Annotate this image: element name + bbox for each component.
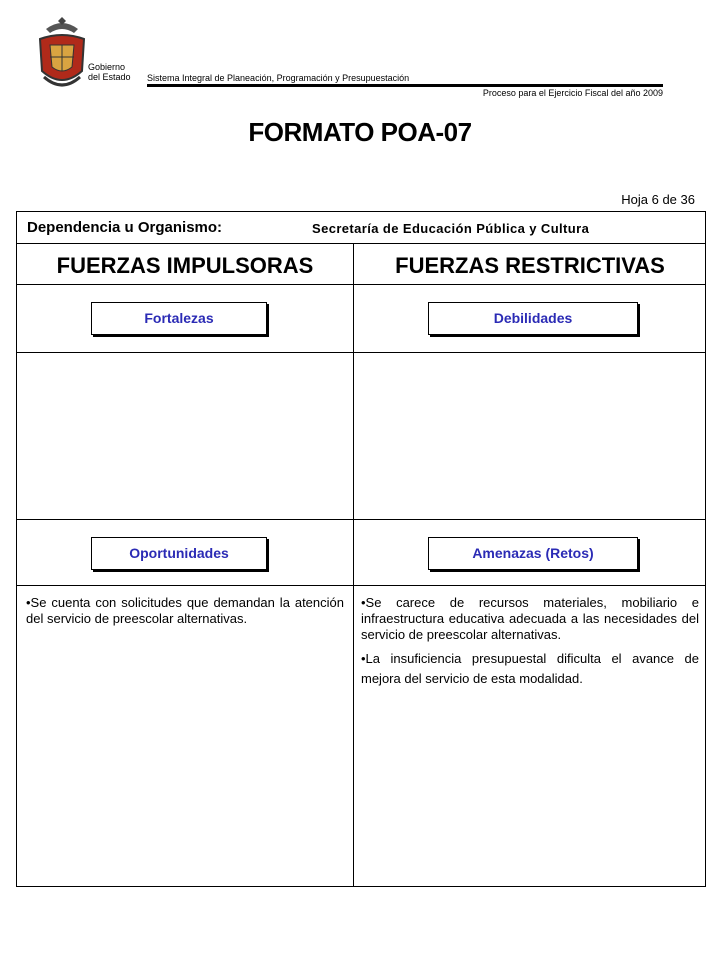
- gobierno-line1: Gobierno: [88, 62, 126, 72]
- list-item: •Se cuenta con solicitudes que demandan la atención del servicio de preescolar alternativas.: [26, 595, 344, 626]
- dependency-value: Secretaría de Educación Pública y Cultura: [312, 221, 590, 236]
- strengths-weaknesses-label-row: [17, 285, 705, 353]
- gobierno-label: [88, 62, 131, 82]
- list-item: •Se carece de recursos materiales, mobiliario e infraestructura educativa adecuada a las necesidades del servicio de preescolar alternativas.: [361, 595, 699, 642]
- opportunities-threats-content-row: [17, 586, 705, 886]
- system-name: Sistema Integral de Planeación, Programación y Presupuestación: [147, 73, 410, 83]
- dependency-label: Dependencia u Organismo:: [27, 219, 223, 236]
- oportunidades-label: Oportunidades: [91, 537, 267, 570]
- poa-table: [16, 211, 706, 887]
- fuerzas-impulsoras-heading: FUERZAS IMPULSORAS: [56, 253, 314, 278]
- page-title: FORMATO POA-07: [248, 117, 472, 147]
- forces-header-row: [17, 244, 705, 285]
- page-number: Hoja 6 de 36: [621, 192, 695, 207]
- debilidades-label: Debilidades: [428, 302, 638, 335]
- header-rule: [147, 84, 663, 87]
- gobierno-line2: del Estado: [88, 72, 131, 82]
- amenazas-label: Amenazas (Retos): [428, 537, 638, 570]
- amenazas-list: [361, 595, 699, 695]
- strengths-weaknesses-content-row: [17, 353, 705, 520]
- oportunidades-list: [26, 595, 344, 633]
- state-seal-icon: [36, 17, 88, 95]
- opportunities-threats-label-row: [17, 520, 705, 586]
- list-item: •La insuficiencia presupuestal dificulta el avance de mejora del servicio de esta modalidad.: [361, 651, 699, 686]
- process-label: Proceso para el Ejercicio Fiscal del año 2009: [482, 88, 663, 98]
- dependency-row: [17, 212, 705, 244]
- fuerzas-restrictivas-heading: FUERZAS RESTRICTIVAS: [395, 253, 665, 278]
- fortalezas-label: Fortalezas: [91, 302, 267, 335]
